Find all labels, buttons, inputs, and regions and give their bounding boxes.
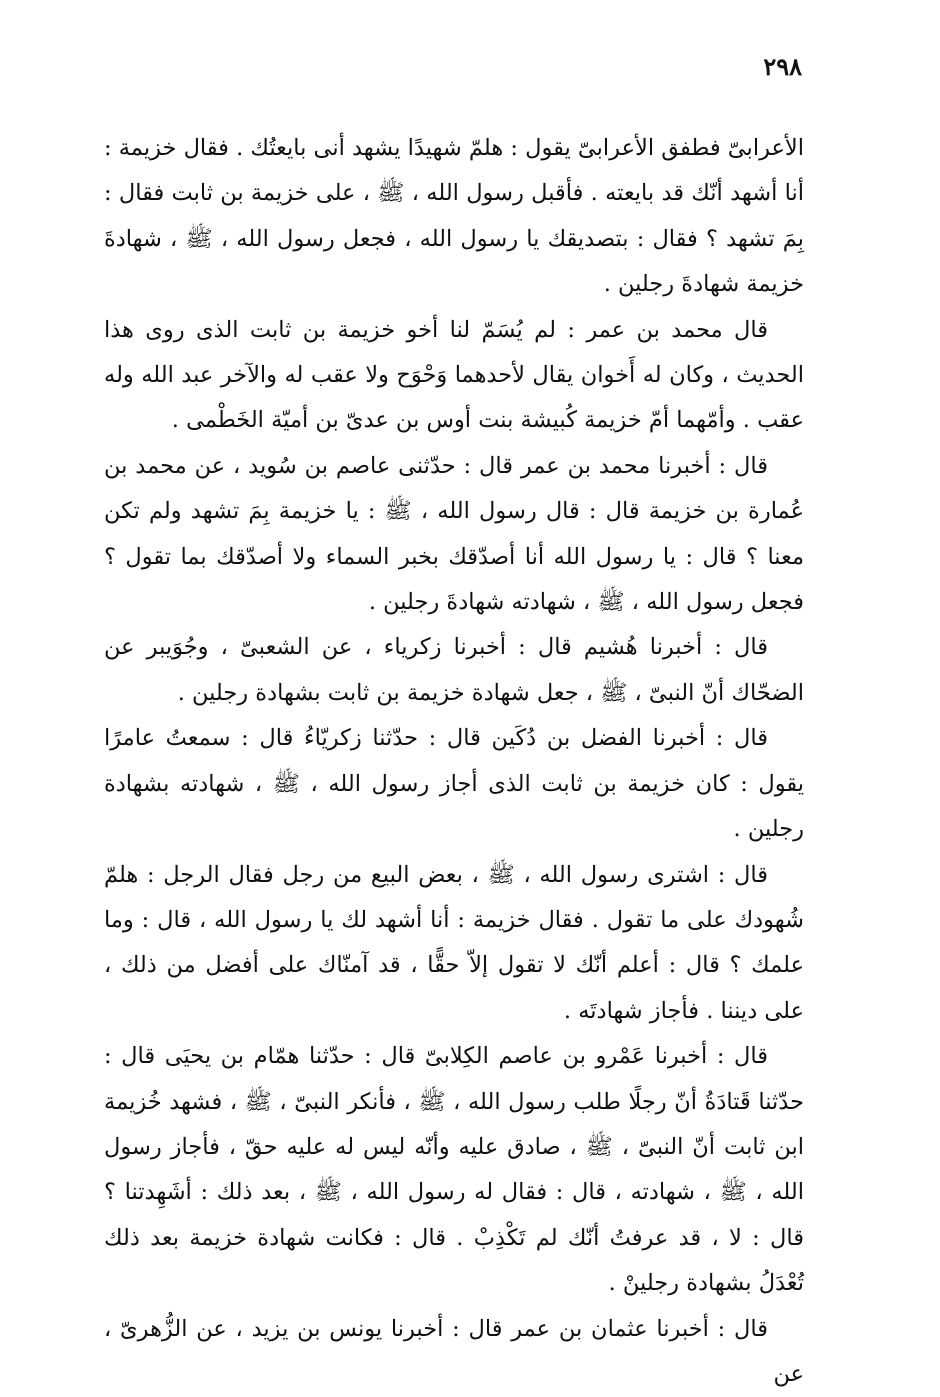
paragraph: قال : أخبرنا محمد بن عمر قال : حدّثنى عاصم بن سُويد ، عن محمد بن عُمارة بن خزيمة قال : قال رسول الله ، ﷺ : يا خزيمة بِمَ تشهد ولم تكن معنا ؟ قال : يا رسول الله أنا أصدّقك بخبر السماء ولا أصدّقك بما تقول ؟ فجعل رسول الله ، ﷺ ، شهادته شهادةَ رجلين .	[104, 452, 804, 616]
paragraph: قال : اشترى رسول الله ، ﷺ ، بعض البيع من رجل فقال الرجل : هلمّ شُهودك على ما تقول . فقال خزيمة : أنا أشهد لك يا رسول الله ، قال : وما علمك ؟ قال : أعلم أنّك لا تقول إلاّ حقًّا ، قد آمنّاك على أفضل من ذلك ، على ديننا . فأجاز شهادتَه .	[104, 861, 804, 1024]
paragraph-continuation: الأعرابىّ فطفق الأعرابىّ يقول : هلمّ شهيدًا يشهد أنى بايعتُك . فقال خزيمة : أنا أشهد أنّك قد بايعته . فأقبل رسول الله ، ﷺ ، على خزيمة بن ثابت فقال : بِمَ تشهد ؟ فقال : بتصديقك يا رسول الله ، فجعل رسول الله ، ﷺ ، شهادةَ خزيمة شهادةَ رجلين .	[104, 135, 804, 298]
paragraph: قال : أخبرنا هُشيم قال : أخبرنا زكرياء ، عن الشعبىّ ، وجُوَيبر عن الضحّاك أنّ النبىّ ، ﷺ ، جعل شهادة خزيمة بن ثابت بشهادة رجلين .	[104, 634, 804, 706]
paragraph: قال : أخبرنا عَمْرو بن عاصم الكِلابىّ قال : حدّثنا همّام بن يحيَى قال : حدّثنا قَتادَةُ أنّ رجلًا طلب رسول الله ، ﷺ ، فأنكر النبىّ ، ﷺ ، فشهد خُزيمة ابن ثابت أنّ النبىّ ، ﷺ ، صادق عليه وأنّه ليس له عليه حقّ ، فأجاز رسول الله ، ﷺ ، شهادته ، قال : فقال له رسول الله ، ﷺ ، بعد ذلك : أشَهِدتنا ؟ قال : لا ، قد عرفتُ أنّك لم تَكْذِبْ . قال : فكانت شهادة خزيمة بعد ذلك تُعْدَلُ بشهادة رجلينْ .	[104, 1043, 804, 1297]
page-number: ٢٩٨	[763, 52, 802, 81]
paragraph: قال محمد بن عمر : لم يُسَمّ لنا أخو خزيمة بن ثابت الذى روى هذا الحديث ، وكان له أَخوان يقال لأحدهما وَحْوَح ولا عقب له والآخر عبد الله وله عقب . وأمّهما أمّ خزيمة كُبيشة بنت أوس بن عدىّ بن أميّة الخَطْمى .	[104, 316, 804, 434]
main-text	[104, 126, 804, 1397]
paragraph-last: قال : أخبرنا عثمان بن عمر قال : أخبرنا يونس بن يزيد ، عن الزُّهرىّ ، عن	[104, 1315, 804, 1387]
paragraph: قال : أخبرنا الفضل بن دُكَين قال : حدّثنا زكريّاءُ قال : سمعتُ عامرًا يقول : كان خزيمة بن ثابت الذى أجاز رسول الله ، ﷺ ، شهادته بشهادة رجلين .	[104, 725, 804, 843]
